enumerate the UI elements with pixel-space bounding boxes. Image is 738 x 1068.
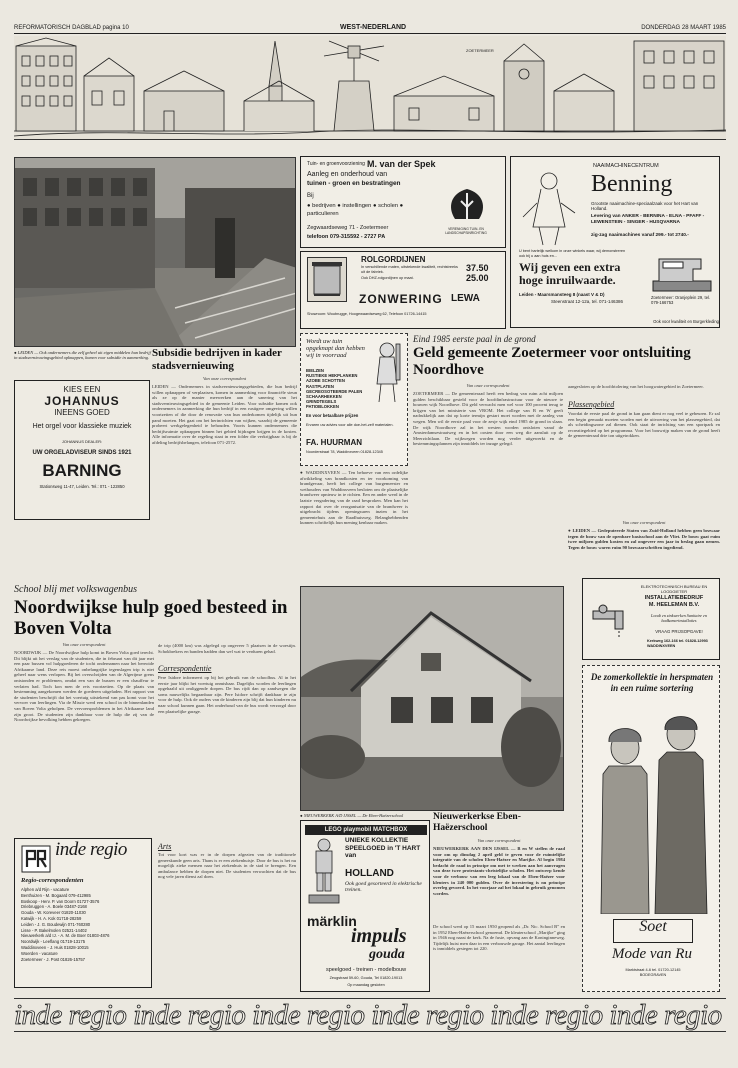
noordwijk-body-c: Pere Isidore informeert op bij het gebruik van de schoolbus. Al in het eerste jaar blijkt het voertuig onmisbaar. Dagelijks worden de leerlingen opgehaald uit omliggende dorpen. De bus rijdt dan op zandwegen die soms nauwelijks begaanbaar zijn. Pere Isidore schrijft dankbaar te zijn voor de hulp. Ook de ouders van de kinderen zijn blij dat hun kinderen nu naar school kunnen gaan. Het onderhoud van de bus wordt verzorgd door een plaatselijke garage. — [158, 675, 296, 714]
soet-models-photo — [589, 714, 715, 914]
zoetermeer-body2: aangesloten op de hoofdriolering van het hoogwatergebied in Zoetermeer. — [568, 384, 704, 389]
heeleman-l5: VRAAG PRIJSOPGAVE! — [655, 629, 703, 634]
impuls-marklin: märklin — [307, 913, 357, 929]
spek-logo-text: VERENIGING TUIN- EN LANDSCHAPSINRICHTING — [445, 227, 487, 235]
johannus-l1: KIES EEN — [63, 385, 101, 394]
noordwijk-byline: Van onze correspondent — [62, 642, 106, 647]
huurman-slogan: Wordt uw tuin opgeknapt dan hebben wij in voorraad — [306, 338, 365, 359]
johannus-brand: JOHANNUS — [44, 394, 120, 408]
sewing-machine-icon — [651, 253, 713, 293]
regio-item: Woerden - vacature — [21, 950, 58, 956]
subsidie-headline: Subsidie bedrijven in kader stadsvernieuwing — [152, 347, 282, 372]
toy-figures-icon — [307, 837, 341, 905]
noordwijk-kicker: School blij met volkswagenbus — [14, 584, 138, 595]
benning-addr2: Steenstraat 12-12a, tel. 071-146386 — [551, 299, 624, 304]
impuls-park: Op maandag gesloten — [347, 983, 385, 987]
rol-price2: 25.00 — [466, 273, 489, 283]
heeleman-l2: INSTALLATIEBEDRIJF — [644, 595, 704, 601]
impuls-sub: speelgoed - treinen - modelbouw — [325, 967, 407, 973]
noordwijk-subhead2: Arts — [158, 842, 172, 851]
benning-top: NAAIMACHINECENTRUM — [593, 163, 659, 169]
spek-line2: Aanleg en onderhoud van — [307, 171, 388, 178]
noordwijk-body: NOORDWIJK — De Noordwijkse hulp komt in Boven Volta goed terecht. Dit blijkt uit het verslag van de studenten, die in februari van dit jaar met een paar bussen vol hulpgoederen de tocht ondernamen naar het bereoide Afrikaanse land. Deze reis moest onbelangrijke tegenslagen trip is niet geheel naar wens verlopen. Bij het overschrijden van de Algerijnse grens ontstonden er problemen, omdat een van de bussen er een chauffeur te verlaten had. Toch kon men de reis voortzetten. Op de plaats van bestemming aangekomen werden de goederen uitgeladen. Het rapport van de studenten beschrijft dat het voertuig uitstekend van pas komt voor het vervoer van leerlingen. Via de Missie werd een school in de binnenlanden van Boven Volta geholpen. De vervoersproblemen in het Afrikaanse land zijn groot. De studenten zijn dankbaar voor de hulp die zij van de Noordwijkse bevolking hebben gekregen. — [14, 650, 154, 723]
soet-name2: Mode van Ru — [612, 946, 692, 962]
huurman-item: SCHAARHEKKEN — [306, 394, 342, 400]
header-right: DONDERDAG 28 MAART 1985 — [641, 25, 726, 31]
zoetermeer-headline: Geld gemeente Zoetermeer voor ontsluiting Noordhove — [413, 345, 691, 378]
johannus-addr: Stationsweg 11-47, Leiden. Tel.: 071 - 122850 — [39, 484, 125, 489]
huurman-item: GECREOSOTEERDE PALEN — [306, 388, 363, 394]
impuls-l3: Ook goed gesorteerd in elektrische treinen. — [345, 881, 422, 894]
benning-name: Benning — [591, 171, 673, 197]
regio-list — [21, 887, 149, 962]
waddinxveen-body: ● WADDINXVEEN — Ten behoeve van een ordelijke afwikkeling van brandkosten en ter voorkoming van brandgevaar, heeft het college van burgemeester en wethouders van Waddinxveen besloten om de plaatselijke brandweer opnieuw in te richten. Een en ander werd in de laatste vergadering van de raad besproken. Men kan het rapport dat over de reorganisatie van de brandweer is uitgebracht tijdens openingsuren inzien in het gemeentehuis aan de Raadhuisweg. Belanghebbenden kunnen schriftelijk hun mening kenbaar maken. — [300, 470, 408, 526]
banner-label: ZOETERMEER — [466, 48, 494, 53]
spek-logo-icon — [441, 187, 493, 223]
huurman-items — [306, 368, 372, 410]
regio-item: Waddinxveen - J. Huis 01828-10015 — [21, 944, 89, 950]
benning-big: Wij geven een extra hoge inruilwaarde. — [519, 260, 621, 287]
johannus-l3: INEENS GOED — [54, 408, 110, 417]
benning-offer: zig-zag naaimachines vanaf 299.- tot 2740.- — [591, 233, 689, 238]
regio-item: Zoetermeer - J. Post 01826-15757 — [21, 956, 86, 962]
footer-regio-band — [14, 998, 726, 1032]
zoetermeer-body: ZOETERMEER — De gemeenteraad heeft een bedrag van ruim acht miljoen gulden beschikbaar gesteld voor de hoofdinfrastructuur voor de nieuwe te bouwen wijk Noordhove. Dit geld verwacht men wel voor 100 procent terug te krijgen van het ministerie van VROM. Het college van B en W geeft nadrukkelijk aan dat op korte termijn gestart moet worden met de aanleg van wegen. Men wil de eerste paal voor de zesje wijk eind 1985 de grond in slaan. De wijk Noordhove zal in het westen worden ontsloten vanaf de Amsterdamsestraatweg en in het oosten door een weg die aansluit op de Meerzichtlaan. De wijkwegen worden nog verder uitgewerkt en de bestemmingsplannen zijn inmiddels ter inzage gelegd. — [413, 391, 563, 447]
zoetermeer-kicker: Eind 1985 eerste paal in de grond — [413, 334, 536, 344]
rolgordijn-icon — [307, 257, 347, 302]
page-header — [14, 24, 726, 34]
impuls-brands: LEGO playmobil MATCHBOX — [305, 825, 427, 835]
huurman-note: En voor betaalbare prijzen — [306, 413, 359, 418]
handyman-mascot-icon — [369, 340, 405, 406]
regio-item: Benthuizen - M. Bogaard 079-412985 — [21, 892, 91, 898]
huurman-addr: Noorderstraat 78, Waddinxveen 01828-12345 — [306, 450, 383, 454]
eben-body2: De school werd op 15 maart 1950 geopend als „Dr. Nic. School B” en in 1952 Eben-Haëzerschool genoemd. De kleuterschool „Marijke” ging in 1946 nog naast de kerk. Na de fusie, opvang aan de Koninginneweg. Tijdelijk huist men daar in een verbouwde garage. Het aantal leerlingen is inmiddels gestegen tot 220. — [433, 924, 565, 952]
leiden-photo-image — [15, 158, 296, 347]
footer-regio-text: inde regio inde regio inde regio inde regio inde regio inde regio — [14, 999, 722, 1031]
huurman-item: RASTPLATEN — [306, 383, 334, 389]
zoetermeer-body3: Voordat de eerste paal de grond in kan gaan dient er nog veel te gebeuren. Er zal een begin gemaakt moeten worden met de uitvoering van het plassengebied, dat als scheidingszone zal dienen. Ook staat de inrichting van een sportpark en recreatiegebied op het programma. Voor het bouwrijp maken van de grond heeft de gemeenteraad drie ton uitgetrokken. — [568, 411, 720, 439]
soet-addr: Marktstraat 4-6 tel. 01720-12145 BODEGRAVEN — [625, 968, 681, 977]
impuls-gouda: gouda — [369, 947, 405, 962]
huurman-note2: Ervaren uw advies voor alle doe-het-zelf materialen. — [306, 423, 394, 427]
soet-slogan: De zomerkollektie in herspmaten in een ruime sortering — [590, 672, 714, 693]
regio-item: Lisse - P. Bakelmolen 02521-14402 — [21, 927, 87, 933]
leiden-photo-caption: ● LEIDEN — Ook ondernemers die zelf geheel uit eigen middelen hun bedrijf in stadsvernieuwingsgebied opknappen, komen voor subsidie in aanmerking. — [14, 350, 151, 361]
ad-impuls-gouda — [300, 820, 430, 992]
regio-item: Alphen a/d Rijn - vacature — [21, 887, 70, 892]
soet-name1: Soet — [639, 918, 667, 935]
impuls-l2: HOLLAND — [345, 868, 394, 879]
ad-huurman — [300, 333, 408, 466]
ad-johannus — [14, 380, 150, 520]
johannus-l4: Het orgel voor klassieke muziek — [32, 423, 132, 430]
school-photo-image — [301, 587, 564, 811]
benning-invite: U bent hartelijk welkom in onze winkels waar, wij demonstreren ook bij u aan huis en... — [519, 249, 626, 258]
zoetermeer-byline: Van onze correspondent — [466, 383, 510, 388]
eben-byline: Van onze correspondent — [477, 838, 521, 843]
huurman-item: BIELZEN — [306, 368, 324, 373]
regio-item: Katwijk - H. A. Kok 01718-28259 — [21, 915, 82, 921]
eben-haezer-school-photo — [300, 586, 564, 811]
header-left: REFORMATORISCH DAGBLAD pagina 10 — [14, 25, 129, 31]
heeleman-l1: ELEKTROTECHNISCH BUREAU EN LOODGIETER — [640, 584, 708, 594]
ad-van-der-spek — [300, 156, 506, 248]
rol-extra: Ook DHZ-rolgordijnen op maat. — [361, 276, 414, 280]
heeleman-addr: Kerkweg 162-166 tel. 01828-12993 WADDINXVEEN — [647, 639, 708, 648]
spek-address: Zegwaardseweg 71 - Zoetermeer — [307, 225, 389, 231]
regio-item: Leiden - J. G. Boudewijn 071-760280 — [21, 921, 91, 927]
johannus-firm: UW ORGELADVISEUR SINDS 1921 — [32, 450, 132, 456]
johannus-dealer: JOHANNUS DEALER: — [61, 439, 103, 444]
huurman-item: RUSTIEKE HEKPLANKEN — [306, 373, 358, 379]
header-center: WEST-NEDERLAND — [340, 24, 407, 31]
huurman-firm: FA. HUURMAN — [306, 438, 362, 447]
leiden-zuid-byline: Van onze correspondent — [622, 520, 666, 525]
rol-title: ROLGORDIJNEN — [361, 255, 426, 264]
regio-item: Gouda - W. Koreveer 01820-11030 — [21, 910, 86, 916]
eben-body: NIEUWERKERK AAN DEN IJSSEL — B en W stellen de raad voor om op dinsdag 2 april geld te geven voor de ruimtelijke integratie van de scholen Eben-Haëzer en Marijke. Al begin 1984 bedacht de raad in principe om met te werken aan het aanvragen van deze twee protestants-christelijke scholen. Het ontwerp kende voor de verbouw van een leeg lokaal van de Eben-Haëzer voor kleuters in 240 000 gulden. Over de investering is nu principe overleg gevoerd. In het voorjaar zal het lokaal in gebruik genomen worden. — [433, 846, 565, 896]
huurman-item: PATIOBLOKKEN — [306, 404, 339, 410]
benning-footer: Ook voor kwaliteit en Burgerkleding — [653, 319, 719, 324]
impuls-name: impuls — [351, 925, 407, 947]
benning-woman-sketch — [519, 167, 585, 247]
noordwijk-headline: Noordwijkse hulp goed besteed in Boven Volta — [14, 597, 288, 639]
ad-soet-mode — [582, 665, 720, 992]
banner-illustration — [14, 36, 726, 140]
leiden-street-photo — [14, 157, 296, 347]
regio-item: Nieuwerkerk a/d IJ. - A. M. de Boer 01803-4876 — [21, 933, 110, 939]
heeleman-l4: Loodt en zinkwerken Sanitaire en badkamerinstallaties — [651, 613, 707, 623]
spek-name: M. van der Spek — [367, 159, 436, 169]
noordwijk-body-b: de trip (4000 km) was afgelegd op ongeveer 5 plaatsen in de woestijn. Schokbrekers en banden hadden dan wel wat te verduren gehad. — [158, 643, 296, 654]
impuls-addr: Zeugstraat 59-60, Gouda, Tel 01820-19013 — [329, 976, 403, 980]
noordwijk-body-d: Tot voor kort was er in de dorpen afgezien van de traditionele geneeskunde geen arts. Thans is er een ziekenhuisje. Door de bus is het nu mogelijk zieke mensen naar het ziekenhuis in de stad te brengen. Een ambulance hebben de dorpen niet. De studenten verwachten dat de bus nog vele jaren dienst zal doen. — [158, 852, 296, 880]
rol-brand2: LEWA — [451, 293, 480, 304]
subsidie-body: LEIDEN — Ondernemers in stadsvernieuwingsgebieden, die hun bedrijf willen opknappen of verplaatsen, komen in aanmerking voor financiële steun als ze op de manier meewerken aan de sanering van het stadsvernieuwingsgebied in de gemeente Leiden. Voor subsidie komen ook ondernemers in aanmerking die hun bedrijf in een rustigere omgeving willen voortzetten of die door de renovatie van hun onderkomen tijdelijk uit hun pand moeten. Het gaat om het herinrichten van wijken, waarbij de gemeente probeert werkgelegenheid te behouden. Voorts kunnen ondernemers die bedrijfsruimte opknappen binnen het gebied bijdragen krijgen in de kosten. Alle informatie over de regeling staat in een folder die verkrijgbaar is bij de afdeling bedrijfsbelangen, telefoon 071-2572. — [152, 384, 297, 445]
townscape-sketch — [14, 36, 726, 140]
rol-brand: ZONWERING — [359, 292, 443, 306]
rol-addr: Showroom: Woubrugge, Hoogewaardseweg 62, Telefoon 01726-14415 — [307, 312, 427, 316]
heeleman-l3: M. HEELEMAN B.V. — [648, 602, 700, 608]
benning-slogan: Grootste naaimachine-speciaalzaak voor het Hart van Holland. — [591, 201, 699, 212]
rol-price1: 37.50 — [466, 263, 489, 273]
regio-item: Noordwijk - Leeflang 01719-13175 — [21, 939, 86, 945]
leiden-zuid-body: ● LEIDEN — Gedeputeerde Staten van Zuid-Holland hebben geen bezwaar tegen de bouw van de openbare basisschool aan de Vliet. De bouw gaat ruim twee miljoen gulden kosten en zal ongeveer een jaar in beslag gaan nemen. Tegen de bouw waren ruim 90 bezwaarschriften ingediend. — [568, 528, 720, 550]
spek-line1: Tuin- en groenvoorziening — [307, 161, 365, 167]
school-photo-caption: ● NIEUWERKERK A/D IJSSEL — De Eben-Haëzerschool — [300, 813, 404, 818]
spek-bij: Bij — [307, 193, 314, 199]
impuls-l1: UNIEKE KOLLEKTIE SPEELGOED in 'T HART van — [345, 837, 421, 859]
subsidie-byline: Van onze correspondent — [202, 376, 247, 381]
benning-brands: Levering van ANKER - BERNINA - ELNA - PFAFF - LEWENSTEIN - SINGER - HUSQVARNA — [591, 214, 705, 225]
rol-desc: In verschillende maten, uitstekende kwaliteit, rechtstreeks uit de fabriek. — [361, 265, 458, 274]
johannus-barning: BARNING — [42, 461, 122, 480]
regio-correspondents-box — [14, 838, 152, 988]
noordwijk-subhead1: Correspondentie — [158, 664, 212, 673]
faucet-icon — [589, 601, 629, 641]
regio-logo-icon — [21, 845, 51, 873]
regio-item: Boskoop - Herv. P. van Doorn 01727-3576 — [21, 898, 100, 904]
huurman-item: GRINDTEGELS — [306, 399, 337, 405]
spek-targets: ● bedrijven ● instellingen ● scholen ● particulieren — [307, 203, 404, 217]
regio-sub: Regio-correspondenten — [21, 877, 84, 884]
spek-phone: telefoon 079-315592 - 2727 PA — [307, 234, 386, 240]
huurman-item: AZOBE SCHOTTEN — [306, 378, 345, 384]
regio-item: Driebruggen - A. Boele 03487-2168 — [21, 904, 87, 910]
regio-title: inde regio — [55, 839, 127, 860]
eben-headline: Nieuwerkerkse Eben-Haëzerschool — [433, 812, 521, 833]
ad-benning — [510, 156, 720, 328]
ad-heeleman — [582, 578, 720, 660]
benning-addr3: Zoetermeer: Oranjeplein 29, tel. 079-166753 — [651, 295, 711, 305]
spek-line3: tuinen - groen en bestratingen — [307, 180, 401, 187]
benning-addr1: Leiden - Maarsmansteeg 8 (naast V & D) — [519, 292, 605, 297]
zoetermeer-subhead: Plassengebied — [568, 400, 615, 409]
ad-rolgordijnen — [300, 251, 506, 329]
